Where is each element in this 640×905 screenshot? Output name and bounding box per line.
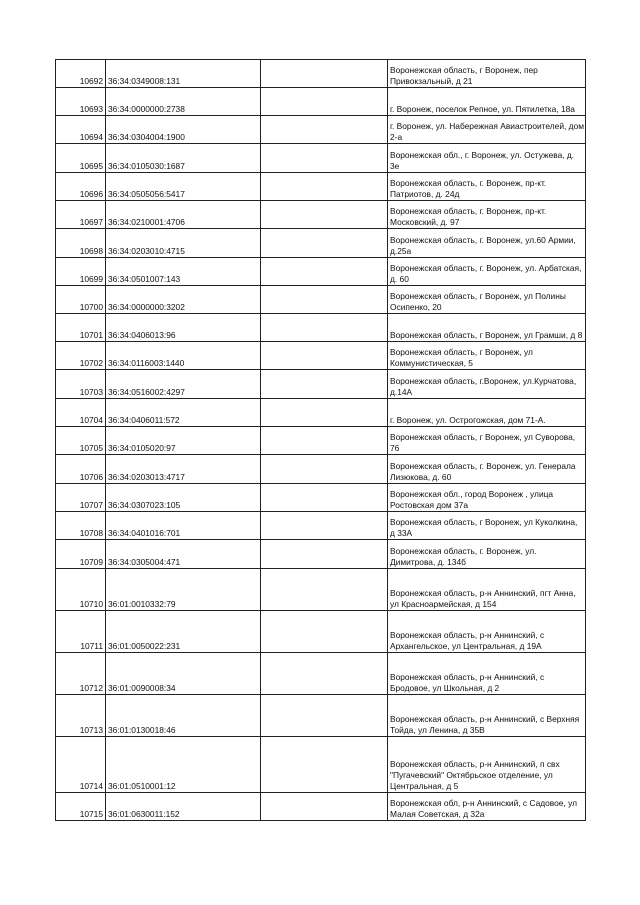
cadastral-number: 36:34:0505056:5417: [106, 173, 261, 201]
table-row: [56, 116, 586, 144]
address: Воронежская область, г Воронеж, ул Куколкина, д 33А: [388, 512, 586, 540]
table-row: [56, 173, 586, 201]
table-row: [56, 569, 586, 611]
table-row: [56, 512, 586, 540]
address: Воронежская область, г.Воронеж, ул.Курчатова, д.14А: [388, 370, 586, 399]
row-number: 10699: [56, 258, 106, 286]
empty-cell: [261, 258, 388, 286]
row-number: 10713: [56, 695, 106, 737]
row-number: 10709: [56, 540, 106, 569]
cadastral-number: 36:34:0406011:572: [106, 399, 261, 427]
address: г. Воронеж, ул. Острогожская, дом 71-А.: [388, 399, 586, 427]
table-row: [56, 314, 586, 342]
empty-cell: [261, 201, 388, 229]
table-row: [56, 201, 586, 229]
cadastral-number: 36:01:0510001:12: [106, 737, 261, 793]
address: Воронежская обл., г. Воронеж, ул. Остужева, д. 3е: [388, 144, 586, 173]
empty-cell: [261, 314, 388, 342]
address: Воронежская область, г. Воронеж, ул.60 Армии, д.25а: [388, 229, 586, 258]
cadastral-number: 36:34:0000000:2738: [106, 88, 261, 116]
empty-cell: [261, 455, 388, 484]
address: Воронежская область, г. Воронеж, ул. Генерала Лизюкова, д. 60: [388, 455, 586, 484]
cadastral-number: 36:34:0516002:4297: [106, 370, 261, 399]
address: Воронежская область, г Воронеж, ул Полины Осипенко, 20: [388, 286, 586, 314]
address: Воронежская область, г Воронеж, ул Грамши, д 8: [388, 314, 586, 342]
address: Воронежская область, р-н Аннинский, пгт Анна, ул Красноармейская, д 154: [388, 569, 586, 611]
row-number: 10695: [56, 144, 106, 173]
cadastral-number: 36:34:0203010:4715: [106, 229, 261, 258]
row-number: 10710: [56, 569, 106, 611]
empty-cell: [261, 173, 388, 201]
address: Воронежская область, р-н Аннинский, с Бродовое, ул Школьная, д 2: [388, 653, 586, 695]
table-row: [56, 427, 586, 455]
cadastral-number: 36:01:0630011:152: [106, 793, 261, 821]
table-row: [56, 60, 586, 88]
empty-cell: [261, 653, 388, 695]
row-number: 10694: [56, 116, 106, 144]
table-row: [56, 540, 586, 569]
address: Воронежская область, г. Воронеж, пр-кт. Московский, д. 97: [388, 201, 586, 229]
address: Воронежская область, г. Воронеж, ул. Димитрова, д. 134б: [388, 540, 586, 569]
cadastral-number: 36:34:0105020:97: [106, 427, 261, 455]
empty-cell: [261, 286, 388, 314]
row-number: 10704: [56, 399, 106, 427]
row-number: 10715: [56, 793, 106, 821]
address: Воронежская область, г. Воронеж, пр-кт. Патриотов, д. 24д: [388, 173, 586, 201]
cadastral-number: 36:34:0304004:1900: [106, 116, 261, 144]
cadastral-number: 36:34:0116003:1440: [106, 342, 261, 370]
row-number: 10702: [56, 342, 106, 370]
address: Воронежская область, г Воронеж, пер Привокзальный, д 21: [388, 60, 586, 88]
row-number: 10708: [56, 512, 106, 540]
address: г. Воронеж, поселок Репное, ул. Пятилетка, 18а: [388, 88, 586, 116]
row-number: 10697: [56, 201, 106, 229]
row-number: 10714: [56, 737, 106, 793]
table-row: [56, 455, 586, 484]
document-page: [55, 59, 586, 821]
cadastral-number: 36:34:0000000:3202: [106, 286, 261, 314]
table-row: [56, 229, 586, 258]
row-number: 10711: [56, 611, 106, 653]
cadastral-number: 36:34:0406013:96: [106, 314, 261, 342]
cadastral-number: 36:01:0010332:79: [106, 569, 261, 611]
row-number: 10706: [56, 455, 106, 484]
empty-cell: [261, 370, 388, 399]
address: Воронежская область, г Воронеж, ул Суворова, 76: [388, 427, 586, 455]
table-row: [56, 793, 586, 821]
empty-cell: [261, 695, 388, 737]
empty-cell: [261, 342, 388, 370]
empty-cell: [261, 611, 388, 653]
row-number: 10705: [56, 427, 106, 455]
address: г. Воронеж, ул. Набережная Авиастроителей, дом 2-а: [388, 116, 586, 144]
empty-cell: [261, 737, 388, 793]
empty-cell: [261, 793, 388, 821]
row-number: 10703: [56, 370, 106, 399]
address: Воронежская область, г Воронеж, ул Коммунистическая, 5: [388, 342, 586, 370]
empty-cell: [261, 399, 388, 427]
table-row: [56, 653, 586, 695]
row-number: 10696: [56, 173, 106, 201]
address: Воронежская область, р-н Аннинский, п свх "Пугачевский" Октябрьское отделение, ул Центральная, д 5: [388, 737, 586, 793]
row-number: 10712: [56, 653, 106, 695]
empty-cell: [261, 60, 388, 88]
cadastral-number: 36:34:0210001:4706: [106, 201, 261, 229]
cadastral-number: 36:34:0401016:701: [106, 512, 261, 540]
cadastral-number: 36:34:0305004:471: [106, 540, 261, 569]
table-row: [56, 144, 586, 173]
cadastral-number: 36:34:0105030:1687: [106, 144, 261, 173]
empty-cell: [261, 484, 388, 512]
empty-cell: [261, 427, 388, 455]
table-row: [56, 695, 586, 737]
address: Воронежская обл., город Воронеж , улица Ростовская дом 37а: [388, 484, 586, 512]
table-row: [56, 611, 586, 653]
row-number: 10692: [56, 60, 106, 88]
empty-cell: [261, 540, 388, 569]
cadastral-number: 36:01:0130018:46: [106, 695, 261, 737]
empty-cell: [261, 144, 388, 173]
empty-cell: [261, 116, 388, 144]
row-number: 10700: [56, 286, 106, 314]
row-number: 10701: [56, 314, 106, 342]
empty-cell: [261, 229, 388, 258]
cadastral-number: 36:34:0349008:131: [106, 60, 261, 88]
cadastral-number: 36:34:0307023:105: [106, 484, 261, 512]
empty-cell: [261, 512, 388, 540]
address: Воронежская область, р-н Аннинский, с Верхняя Тойда, ул Ленина, д 35В: [388, 695, 586, 737]
registry-table: [55, 59, 586, 821]
row-number: 10693: [56, 88, 106, 116]
table-row: [56, 258, 586, 286]
registry-table-body: [56, 60, 586, 821]
cadastral-number: 36:01:0050022:231: [106, 611, 261, 653]
cadastral-number: 36:34:0203013:4717: [106, 455, 261, 484]
cadastral-number: 36:34:0501007:143: [106, 258, 261, 286]
cadastral-number: 36:01:0090008:34: [106, 653, 261, 695]
empty-cell: [261, 569, 388, 611]
address: Воронежская область, р-н Аннинский, с Архангельское, ул Центральная, д 19А: [388, 611, 586, 653]
table-row: [56, 484, 586, 512]
table-row: [56, 399, 586, 427]
address: Воронежская область, г. Воронеж, ул. Арбатская, д. 60: [388, 258, 586, 286]
address: Воронежская обл, р-н Аннинский, с Садовое, ул Малая Советская, д 32а: [388, 793, 586, 821]
table-row: [56, 342, 586, 370]
table-row: [56, 88, 586, 116]
table-row: [56, 286, 586, 314]
empty-cell: [261, 88, 388, 116]
row-number: 10707: [56, 484, 106, 512]
table-row: [56, 737, 586, 793]
table-row: [56, 370, 586, 399]
row-number: 10698: [56, 229, 106, 258]
